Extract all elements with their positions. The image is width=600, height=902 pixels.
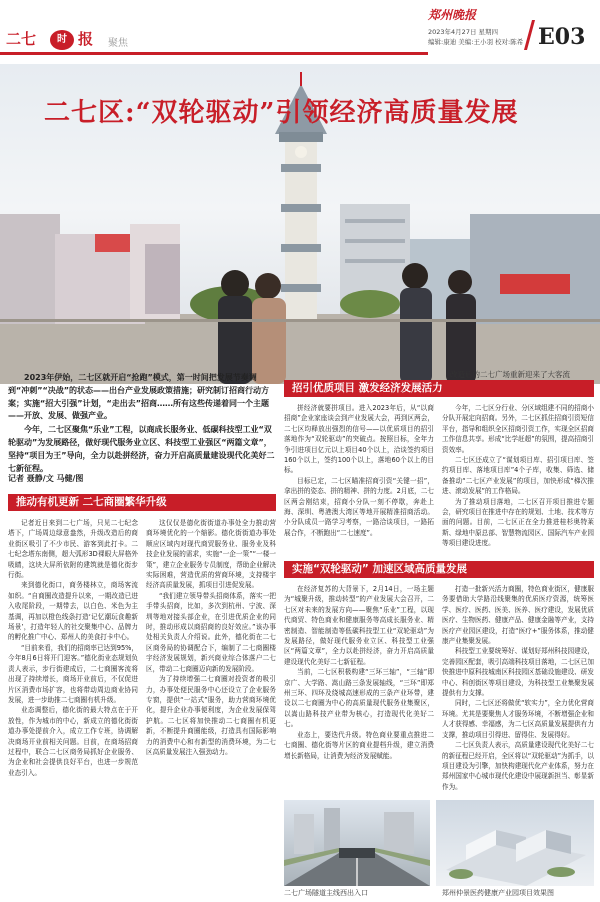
park-photo-caption: 郑州仲景医药健康产业园项目效果图 — [442, 889, 554, 897]
main-photo-caption: 改造后的二七广场重新迎来了大客流 — [450, 370, 570, 379]
editor-credits: 编辑:康迪 美编:王小羽 校对:陈希 — [428, 38, 524, 46]
article-paragraph: 当前，二七区积极构建“三环三轴”，“三轴”即京广、大学路、嵩山路三条发展轴线，“三环”即郑州三环、四环及绕城高速形成的三条产业环带，建设以二七商圈为中心的高质量现代服务业集聚区，以嵩山路科技产业带为核心，打造现代化美好二七。 — [284, 668, 434, 729]
section2-column1 — [284, 403, 434, 558]
article-paragraph: 在经济复苏的大背景下，2月14日，一场主题为“城聚升级，推动转型”的产业发展大会召开，二七区对未来的发展方向——聚焦“乐业”工程，以现代商贸、特色商业和健康服务等高成长服务业、精密制造、智能制造等低碳科技型工业“双轮驱动”为发展路径，做好现代服务业立区、科技型工业强区“两篇文章”，全力以赴拼经济，奋力开启高质量建设现代化美好二七新征程。 — [284, 585, 434, 666]
section-title-business-district: 推动有机更新 二七商圈繁华升级 — [8, 494, 276, 511]
article-paragraph: “目前来看，我们的招商率已达到95%，今年8月6日将开门迎客。”德化街业态规划负责人表示，步行街建成后，二七商圈客流将出现了持续增长，商场开业前后，不仅促进片区消费市场扩容，也将带动周边商业协同发展，进一步助推二七商圈有机升级。 — [8, 643, 138, 704]
article-paragraph: 为了推动项目落地，二七区召开项目推进专题会，研究项目在推进中存在的规划、土地、技术等方面的问题。目前，二七区正在全力推进桂杉奥特莱斯、绿地中原总部、智慧物流园区、国际汽车产业园等项目建设进度。 — [442, 497, 594, 548]
article-paragraph: 打造一批新兴活力商圈，特色商业街区，健康服务要借助大学路沿线聚集的优质医疗资源，统筹医学、医疗、医药、医美、医养、医疗建设，发展优质医疗、生物医药、健康产品、健康金融等产业，支持医疗产业园区建设，打造“医疗+”服务体系，推动健康产业集聚发展。 — [442, 585, 594, 646]
lead-text — [8, 372, 276, 476]
section3-column2 — [442, 584, 594, 796]
issue-date: 2023年4月27日 星期四 — [428, 28, 499, 36]
page-slash — [524, 20, 535, 50]
industrial-park-rendering — [436, 800, 594, 886]
newspaper-logo: 郑州晚报 — [428, 8, 477, 22]
article-paragraph: 记者近日来到二七广场，只见二七纪念塔下，广场周边绿意盎然，升级改造后的商业街区吸引了不少市民、游客到此打卡。二七纪念塔东南侧，超大弧形3D裸眼大屏格外吸睛，这块大屏所依附的建筑就是德化街步行街。 — [8, 519, 138, 580]
article-paragraph: 为了持续增强二七商圈对投资者的吸引力，办事处便民服务中心还设立了企业服务专窗，提供“一站式”服务，助力营商环境优化，提升企业办事便利度，为企业发展保驾护航。二七区将加快推动二七商圈有机更新，不断提升商圈能级，打造具有国际影响力的消费中心和有新型的消费环境，为二七区高质量发展注入强劲动力。 — [146, 675, 276, 756]
article-paragraph: 二七区还成立了“谋划项目库、招引项目库、签约项目库、落地项目库”4个子库，收集、筛选、储备推动“二七区产业发展”的项目，加快形成“梯次推进、滚动发展”的工作格局。 — [442, 456, 594, 496]
article-paragraph: 目标已定，二七区瞄准招商引资“关键一招”，拿出拼的姿态、拼的精神、拼的力度。2月底，二七区两会刚结束，招商小分队一刻不停歇，奔赴上海、深圳、粤港澳大湾区等地开展精准招商活动。小分队成员一路学习考察，一路洽谈项目，一路拓展合作，不断跑出“二七速度”。 — [284, 476, 434, 537]
section1-column2 — [146, 518, 276, 898]
article-paragraph: 同时，二七区还将做优“软实力”，全力优化营商环境。尤其是要聚焦人才服务环境，不断增强企业和人才获得感、幸福感，为二七区高质量发展提供有力支撑，推动项目引得进、留得住、发展得好。 — [442, 699, 594, 739]
tunnel-photo — [284, 800, 430, 886]
page-number: E03 — [538, 24, 586, 50]
article-paragraph: 二七区负责人表示，高质量建设现代化美好二七的新征程已经开启，全区将以“双轮驱动”为抓手，以项目建设为引擎，加快构建现代化产业体系，努力在郑州国家中心城市现代化建设中展现新担当、彰显新作为。 — [442, 741, 594, 791]
article-paragraph: 今年，二七区分行业、分区域组建不同的招商小分队开展定向招商。另外，二七区抓住招商引资短信平台，指导和组织全区招商引资工作，实现全区招商工作信息共享。形成“比学赶超”的氛围，提高招商引资效率。 — [442, 404, 594, 454]
main-photo — [0, 64, 600, 384]
article-paragraph: 这仅仅是德化街街道办事处全力推动营商环境优化的一个缩影。德化街街道办事处顺应区域内对现代商贸服务业、服务业及科技企业发展的需求，实施“一企一策”“一楼一策”，建立企业服务专员制度，帮助企业解决实际困难，营造优质的营商环境，支持楼宇经济高质量发展，抓项目引进促发展。 — [146, 519, 276, 590]
lead-paragraph: 2023年伊始，二七区就开启“抢跑”模式，第一时间把发展节奏调到“冲刺”“决战”的状态——出台产业发展政策措施；研究制订招商行动方案；实施“招大引强”计划，“走出去”招商……所有这些传递着同一个主题——开放、发展、做强产业。 — [8, 373, 270, 421]
article-paragraph: 业态调整后，德化街的最大特点在于开放性，作为城市的中心，新成立的德化街街道办事处提前介入，成立工作专班，协调解决商场开业前相关问题。目前，在商场招商过程中，联合二七区商务局抓好企业服务、为企业和社会提供良好平台，也进一步规范业态引入。 — [8, 706, 138, 777]
section1-column1 — [8, 518, 138, 898]
article-paragraph: “我们建立领导带头招商体系，落实一把手带头招商，比如，多次到杭州、宁波、深圳等地对接头部企业，在引进优质企业的同时，推动形成以商招商的良好效应。”该办事处相关负责人介绍说。此外，德化街在二七区商务局的协调配合下，编制了二七商圈楼宇经济发展规划，新兴商业综合体落户二七区，带动二七商圈迈向新的发展阶段。 — [146, 591, 276, 673]
park-illustration — [436, 800, 594, 886]
column-badge: 时 — [50, 30, 74, 50]
section3-column1 — [284, 584, 434, 796]
lead-paragraph: 今年，二七区聚焦“乐业”工程，以商成长服务业、低碳科技型工业“双轮驱动”为发展路径，做好现代服务业立区、科技型工业强区“两篇文章”，坚持“项目为王”导向，全力以赴拼经济，奋力开启高质量建设现代化美好二七新征程。 — [8, 425, 275, 473]
masthead-rule — [0, 52, 428, 55]
headline: 二七区:“双轮驱动”引领经济高质量发展 — [44, 98, 519, 128]
column-name-part1: 二七 — [6, 30, 37, 48]
tunnel-illustration — [284, 800, 430, 886]
section-title-projects: 招引优质项目 激发经济发展活力 — [284, 380, 594, 397]
byline: 记者 聂静/文 马健/图 — [8, 474, 84, 483]
article-paragraph: 拼经济就要拼项目。进入2023年后，从“以商招商”企业家座谈会到产业发展大会，再到区两会，二七区均释放出强烈的信号——以优质项目的招引落地作为“双轮驱动”的突破点。按照目标，全年力争引进项目亿元以上项目40个以上，洽谈签约项目160个以上，签约100个以上，落地60个以上的目标。 — [284, 404, 434, 475]
article-paragraph: 来到德化街口，商务楼林立，商场客流如织。“自商圈改造提升以来，一期改造已进入收尾阶段，一期带去，以白色、米色为主基调，再加以橙色线条打造‘记忆潮玩食趣新场景’，打造年轻人的社交聚集中心、品牌力的孵化推广中心、郑州人的美食打卡中心。 — [8, 581, 138, 642]
section-title-dual-wheel: 实施“双轮驱动” 加速区域高质量发展 — [284, 561, 594, 578]
tunnel-photo-caption: 二七广场隧道主线西出入口 — [284, 889, 368, 897]
column-name-part2: 报 — [78, 30, 94, 48]
article-paragraph: 业态上，要迭代升级。特色商业要重点推进二七商圈、德化街等片区的商业提档升级，建立消费增长新格局，让消费为经济发展赋能。 — [284, 730, 434, 760]
masthead — [0, 0, 600, 62]
section2-column2 — [442, 403, 594, 558]
article-paragraph: 科技型工业要统筹好、谋划好郑州科技园建设，完善园区配套，吸引高端科技项目落地，二七区已加快推进中原科技城南区科技园区基础设施建设、研发中心、科创街区等项目建设，为科技型工业集聚发展提供有力支撑。 — [442, 647, 594, 698]
section-label: 聚焦 — [108, 38, 128, 49]
